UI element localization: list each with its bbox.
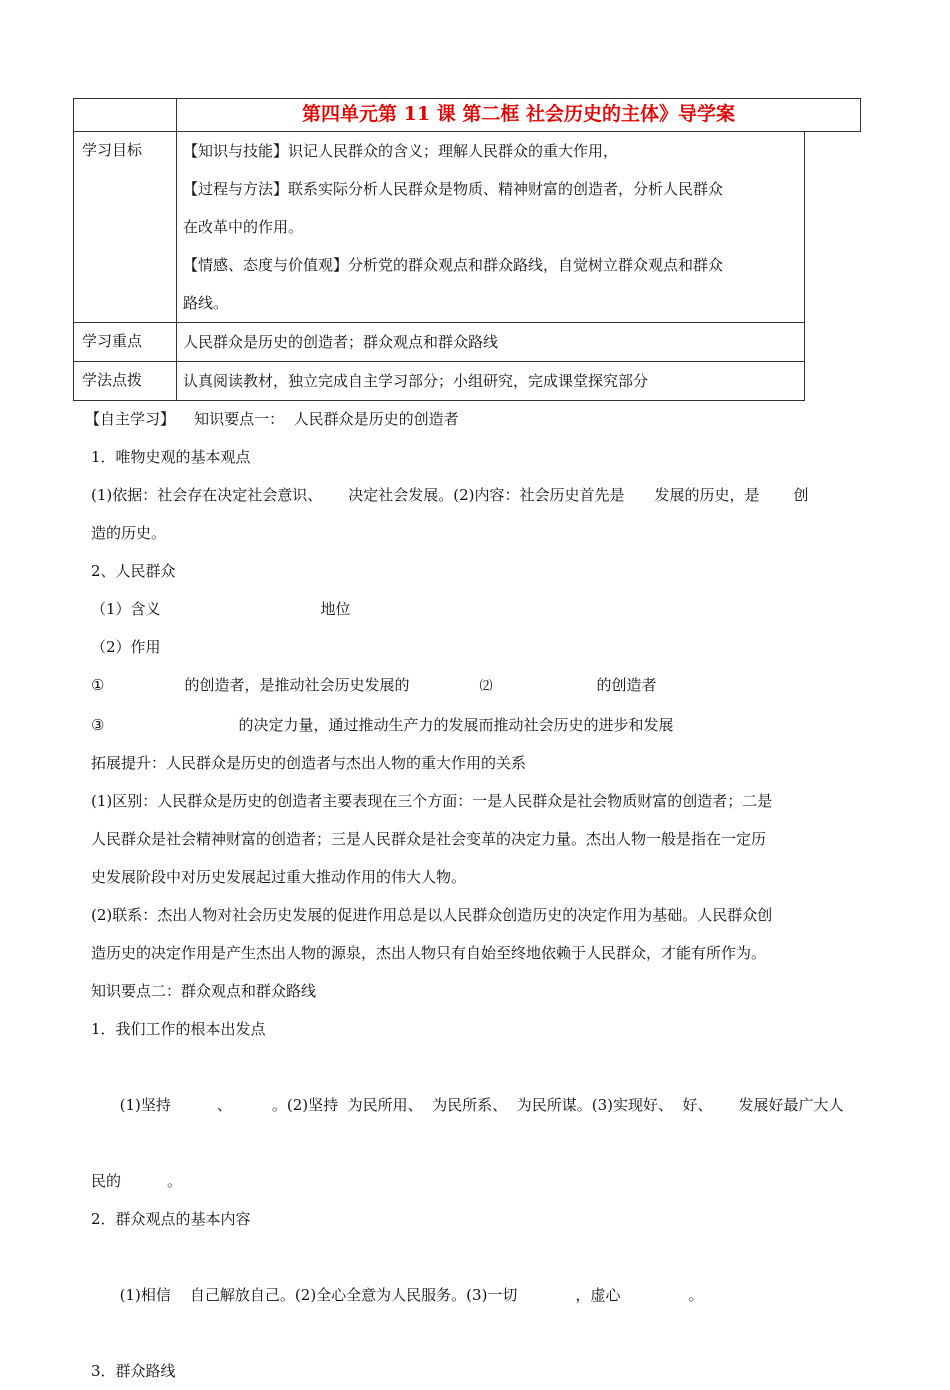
paragraph: 2．群众观点的基本内容 <box>91 1210 251 1228</box>
objectives-line: 【知识与技能】识记人民群众的含义；理解人民群众的重大作用， <box>183 142 619 160</box>
paragraph <box>91 1048 863 1162</box>
objectives-line: 【过程与方法】联系实际分析人民群众是物质、精神财富的创造者，分析人民群众 <box>183 180 724 198</box>
text-run: 。(2)坚持 为民所用、 为民所系、 为民所谋。(3)实现好、 好、 <box>271 1096 713 1114</box>
paragraph: 1．我们工作的根本出发点 <box>91 1020 266 1038</box>
paragraph: （2）作用 <box>91 638 161 656</box>
text-run: 发展好最广大人 <box>738 1096 844 1114</box>
text-run: 创 <box>793 486 809 504</box>
text-run: 。 <box>688 1286 704 1304</box>
paragraph: 3．群众路线 <box>91 1362 176 1380</box>
objectives-line: 路线。 <box>183 294 229 312</box>
text-run: 、 <box>216 1096 232 1114</box>
objectives-line: 在改革中的作用。 <box>183 218 304 236</box>
text-run: 发展的历史，是 <box>654 486 760 504</box>
objectives-content <box>177 132 805 323</box>
paragraph: 拓展提升：人民群众是历史的创造者与杰出人物的重大作用的关系 <box>91 754 527 772</box>
objectives-label: 学习目标 <box>74 132 177 323</box>
text-run: 决定社会发展。(2)内容：社会历史首先是 <box>348 486 625 504</box>
text-run: 的创造者，是推动社会历史发展的 <box>184 676 410 694</box>
method-label: 学法点拨 <box>74 362 177 401</box>
focus-content <box>177 323 805 362</box>
paragraph: 人民群众是社会精神财富的创造者；三是人民群众是社会变革的决定力量。杰出人物一般是指在一定历 <box>91 830 767 848</box>
lesson-title: 第四单元第 11 课 第二框 社会历史的主体》导学案 <box>177 99 861 132</box>
paragraph: 造历史的决定作用是产生杰出人物的源泉，杰出人物只有自始至终地依赖于人民群众，才能有所作为。 <box>91 944 767 962</box>
focus-text: 人民群众是历史的创造者；群众观点和群众路线 <box>183 333 499 351</box>
text-run: （1）含义 <box>91 600 161 618</box>
text-run: (1)坚持 <box>119 1096 171 1114</box>
paragraph <box>91 1162 863 1200</box>
paragraph <box>91 476 863 514</box>
paragraph: 造的历史。 <box>91 524 167 542</box>
text-run: ① <box>91 676 105 694</box>
text-run: 。 <box>167 1172 183 1190</box>
text-run: 的决定力量，通过推动生产力的发展而推动社会历史的进步和发展 <box>238 716 674 734</box>
text-run: 地位 <box>320 600 351 618</box>
paragraph: (2)联系：杰出人物对社会历史发展的促进作用总是以人民群众创造历史的决定作用为基础。人民群众创 <box>91 906 773 924</box>
text-run: ⑵ <box>479 679 493 694</box>
paragraph: (1)区别：人民群众是历史的创造者主要表现在三个方面：一是人民群众是社会物质财富的创造者；二是 <box>91 792 773 810</box>
text-run: (1)依据：社会存在决定社会意识、 <box>91 486 323 504</box>
paragraph: 1．唯物史观的基本观点 <box>91 448 251 466</box>
text-run: ③ <box>91 716 105 734</box>
paragraph: 知识要点二：群众观点和群众路线 <box>91 982 317 1000</box>
section-heading: 【自主学习】 知识要点一： 人民群众是历史的创造者 <box>85 410 459 428</box>
text-run: 民的 <box>91 1172 122 1190</box>
focus-label: 学习重点 <box>74 323 177 362</box>
text-run: (1)相信 自己解放自己。(2)全心全意为人民服务。(3)一切 <box>119 1286 518 1304</box>
blank-cell <box>805 132 861 323</box>
paragraph: 史发展阶段中对历史发展起过重大推动作用的伟大人物。 <box>91 868 467 886</box>
lesson-header-table <box>73 98 861 401</box>
method-text: 认真阅读教材，独立完成自主学习部分；小组研究，完成课堂探究部分 <box>183 372 649 390</box>
text-run: ，虚心 <box>575 1286 621 1304</box>
paragraph <box>91 706 863 744</box>
text-run: 的创造者 <box>596 676 657 694</box>
paragraph <box>91 590 863 628</box>
paragraph: 2、人民群众 <box>91 562 176 580</box>
paragraph <box>91 1238 863 1352</box>
objectives-line: 【情感、态度与价值观】分析党的群众观点和群众路线，自觉树立群众观点和群众 <box>183 256 724 274</box>
body-text <box>85 400 863 1390</box>
blank-cell <box>805 323 861 362</box>
blank-cell <box>805 362 861 401</box>
title-left-cell <box>74 99 177 132</box>
method-content <box>177 362 805 401</box>
paragraph <box>91 666 863 706</box>
